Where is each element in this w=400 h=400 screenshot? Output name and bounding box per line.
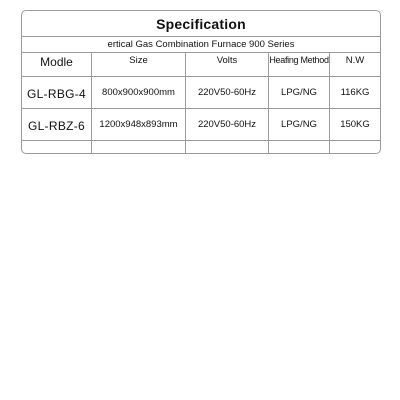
cell-model: GL-RBG-4: [22, 77, 92, 108]
cell-model: GL-RBZ-6: [22, 109, 92, 140]
table-subtitle: ertical Gas Combination Furnace 900 Series: [107, 39, 295, 50]
cell-volts: 220V50-60Hz: [186, 109, 269, 140]
empty-cell: [92, 141, 186, 154]
cell-heating-method: LPG/NG: [269, 109, 330, 140]
cell-volts: 220V50-60Hz: [186, 77, 269, 108]
table-subtitle-row: [22, 37, 380, 53]
table-header-row: [22, 53, 380, 77]
cell-net-weight: 116KG: [340, 87, 370, 98]
specification-table: [21, 10, 381, 154]
table-title-row: [22, 11, 380, 37]
header-heating-method: Heafing Method: [269, 53, 330, 76]
empty-cell: [22, 141, 92, 154]
header-net-weight: N.W: [345, 55, 365, 66]
table-row: [22, 109, 380, 141]
cell-net-weight: 150KG: [340, 119, 370, 130]
empty-cell: [269, 141, 330, 154]
empty-cell: [330, 141, 380, 154]
header-size: Size: [92, 53, 186, 76]
table-row: [22, 77, 380, 109]
table-title: Specification: [156, 15, 246, 32]
cell-heating-method: LPG/NG: [269, 77, 330, 108]
cell-size: 1200x948x893mm: [92, 109, 186, 140]
empty-cell: [186, 141, 269, 154]
cell-size: 800x900x900mm: [92, 77, 186, 108]
header-model: Modle: [22, 53, 92, 76]
empty-table-row: [22, 141, 380, 154]
header-volts: Volts: [186, 53, 269, 76]
